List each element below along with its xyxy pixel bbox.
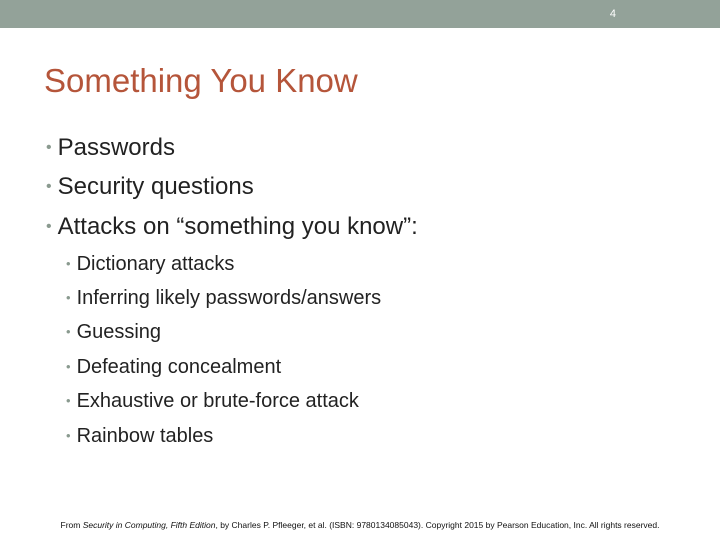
bullet-text: Rainbow tables [76,425,214,447]
footer-suffix: , by Charles P. Pfleeger, et al. (ISBN: 9780134085043). Copyright 2015 by Pearson Education, Inc. All rights reserved. [215,520,660,530]
sub-bullet-item [66,287,381,310]
bullet-text: Defeating concealment [76,356,282,378]
bullet-item [46,213,418,241]
sub-bullet-item [66,390,359,413]
bullet-text: Attacks on “something you know”: [57,213,418,240]
sub-bullet-item [66,356,281,379]
bullet-text: Inferring likely passwords/answers [76,287,382,309]
bullet-item [46,173,254,201]
bullet-icon: • [66,359,71,374]
bullet-text: Security questions [57,173,254,200]
bullet-item [46,134,175,162]
bullet-text: Guessing [76,321,162,343]
bullet-icon: • [46,178,52,195]
footer-book-title: Security in Computing, Fifth Edition [82,520,216,530]
sub-bullet-item [66,425,213,448]
bullet-icon: • [46,218,52,235]
bullet-text: Dictionary attacks [76,253,235,275]
copyright-footer [0,520,720,530]
bullet-icon: • [46,139,52,156]
bullet-icon: • [66,290,71,305]
slide-number: 4 [609,8,616,20]
slide-title: Something You Know [44,62,358,99]
bullet-text: Exhaustive or brute-force attack [76,390,359,412]
bullet-icon: • [66,324,71,339]
sub-bullet-item [66,253,234,276]
bullet-icon: • [66,428,71,443]
bullet-icon: • [66,393,71,408]
footer-prefix: From [60,520,83,530]
bullet-text: Passwords [57,134,175,161]
bullet-icon: • [66,256,71,271]
sub-bullet-item [66,321,161,344]
